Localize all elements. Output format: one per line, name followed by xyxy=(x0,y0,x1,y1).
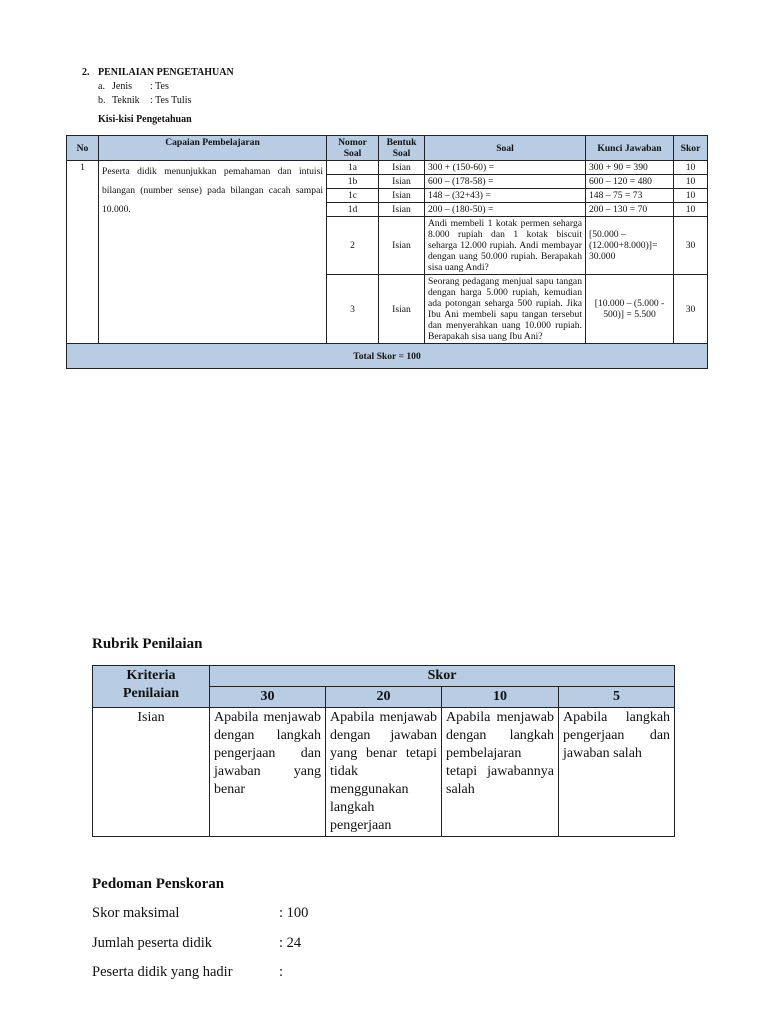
cell-soal: Seorang pedagang menjual sapu tangan dengan harga 5.000 rupiah, kemudian ada potongan seharga 500 rupiah. Jika Ibu Ani membeli sapu tangan tersebut dan menyerahkan uang 10.000 rupiah. Berapakah sisa uang Ibu Ani? xyxy=(425,275,586,344)
cell-score-20: Apabila menjawab dengan jawaban yang benar tetapi tidak menggunakan langkah pengerjaan xyxy=(326,708,442,837)
cell-soal: 148 – (32+43) = xyxy=(425,189,586,203)
rubrik-title: Rubrik Penilaian xyxy=(92,636,203,652)
cell-skor: 10 xyxy=(674,175,708,189)
pedoman-label: Skor maksimal xyxy=(92,905,180,921)
pedoman-value: : 100 xyxy=(279,905,309,921)
cell-score-5: Apabila langkah pengerjaan dan jawaban salah xyxy=(559,708,675,837)
total-row xyxy=(67,344,708,369)
cell-nomor: 1b xyxy=(327,175,379,189)
section-item-jenis xyxy=(82,80,234,94)
cell-nomor: 1a xyxy=(327,161,379,175)
header-capaian: Capaian Pembelajaran xyxy=(99,136,327,161)
pedoman-title: Pedoman Penskoran xyxy=(92,876,225,892)
cell-soal: Andi membeli 1 kotak permen seharga 8.000 rupiah dan 1 kotak biscuit seharga 12.000 rupiah. Andi membayar dengan uang 50.000 rupiah. Berapakah sisa uang Andi? xyxy=(425,217,586,275)
cell-kunci: 148 – 75 = 73 xyxy=(586,189,674,203)
cell-bentuk: Isian xyxy=(379,217,425,275)
score-10: 10 xyxy=(442,687,559,708)
item-label: Teknik xyxy=(112,95,140,106)
cell-kunci: [10.000 – (5.000 - 500)] = 5.500 xyxy=(586,275,674,344)
cell-skor: 10 xyxy=(674,189,708,203)
cell-kunci: 600 – 120 = 480 xyxy=(586,175,674,189)
score-20: 20 xyxy=(326,687,442,708)
item-value: : Tes Tulis xyxy=(150,95,192,106)
cell-score-30: Apabila menjawab dengan langkah pengerjaan dan jawaban yang benar xyxy=(210,708,326,837)
cell-soal: 200 – (180-50) = xyxy=(425,203,586,217)
item-label: Jenis xyxy=(112,81,132,92)
cell-skor: 10 xyxy=(674,203,708,217)
header-soal: Soal xyxy=(425,136,586,161)
section-item-teknik xyxy=(82,94,234,108)
table-row xyxy=(67,161,708,175)
cell-soal: 300 + (150-60) = xyxy=(425,161,586,175)
section-title-row xyxy=(82,66,234,80)
header-no: No xyxy=(67,136,99,161)
pedoman-value: : xyxy=(279,964,284,980)
header-skor: Skor xyxy=(674,136,708,161)
score-5: 5 xyxy=(559,687,675,708)
section-header xyxy=(82,66,234,108)
cell-kunci: [50.000 – (12.000+8.000)]= 30.000 xyxy=(586,217,674,275)
kisi-table xyxy=(66,135,708,369)
item-value: : Tes xyxy=(150,81,169,92)
cell-bentuk: Isian xyxy=(379,275,425,344)
rubrik-header-row xyxy=(93,666,675,687)
item-letter: a. xyxy=(98,81,105,92)
total-skor: Total Skor = 100 xyxy=(67,344,708,369)
header-bentuk: Bentuk Soal xyxy=(379,136,425,161)
header-skor: Skor xyxy=(210,666,675,687)
cell-nomor: 1d xyxy=(327,203,379,217)
section-number: 2. xyxy=(82,67,90,78)
cell-kunci: 200 – 130 = 70 xyxy=(586,203,674,217)
header-kriteria: Kriteria Penilaian xyxy=(93,666,210,708)
cell-bentuk: Isian xyxy=(379,175,425,189)
rubrik-table xyxy=(92,665,675,837)
pedoman-value: : 24 xyxy=(279,935,302,951)
cell-kriteria: Isian xyxy=(93,708,210,837)
kisi-header-row xyxy=(67,136,708,161)
cell-bentuk: Isian xyxy=(379,161,425,175)
cell-score-10: Apabila menjawab dengan langkah pembelajaran tetapi jawabannya salah xyxy=(442,708,559,837)
table-row xyxy=(93,708,675,837)
cell-bentuk: Isian xyxy=(379,189,425,203)
pedoman-label: Peserta didik yang hadir xyxy=(92,964,233,980)
cell-skor: 10 xyxy=(674,161,708,175)
cell-nomor: 1c xyxy=(327,189,379,203)
cell-nomor: 2 xyxy=(327,217,379,275)
cell-skor: 30 xyxy=(674,217,708,275)
cell-nomor: 3 xyxy=(327,275,379,344)
cell-bentuk: Isian xyxy=(379,203,425,217)
cell-soal: 600 – (178-58) = xyxy=(425,175,586,189)
pedoman-label: Jumlah peserta didik xyxy=(92,935,213,951)
cell-no: 1 xyxy=(67,161,99,344)
item-letter: b. xyxy=(98,95,106,106)
header-nomor: Nomor Soal xyxy=(327,136,379,161)
section-title: PENILAIAN PENGETAHUAN xyxy=(98,67,234,78)
score-30: 30 xyxy=(210,687,326,708)
header-kunci: Kunci Jawaban xyxy=(586,136,674,161)
cell-kunci: 300 + 90 = 390 xyxy=(586,161,674,175)
cell-capaian: Peserta didik menunjukkan pemahaman dan intuisi bilangan (number sense) pada bilangan cacah sampai 10.000. xyxy=(99,161,327,344)
cell-skor: 30 xyxy=(674,275,708,344)
kisi-title: Kisi-kisi Pengetahuan xyxy=(98,114,192,125)
